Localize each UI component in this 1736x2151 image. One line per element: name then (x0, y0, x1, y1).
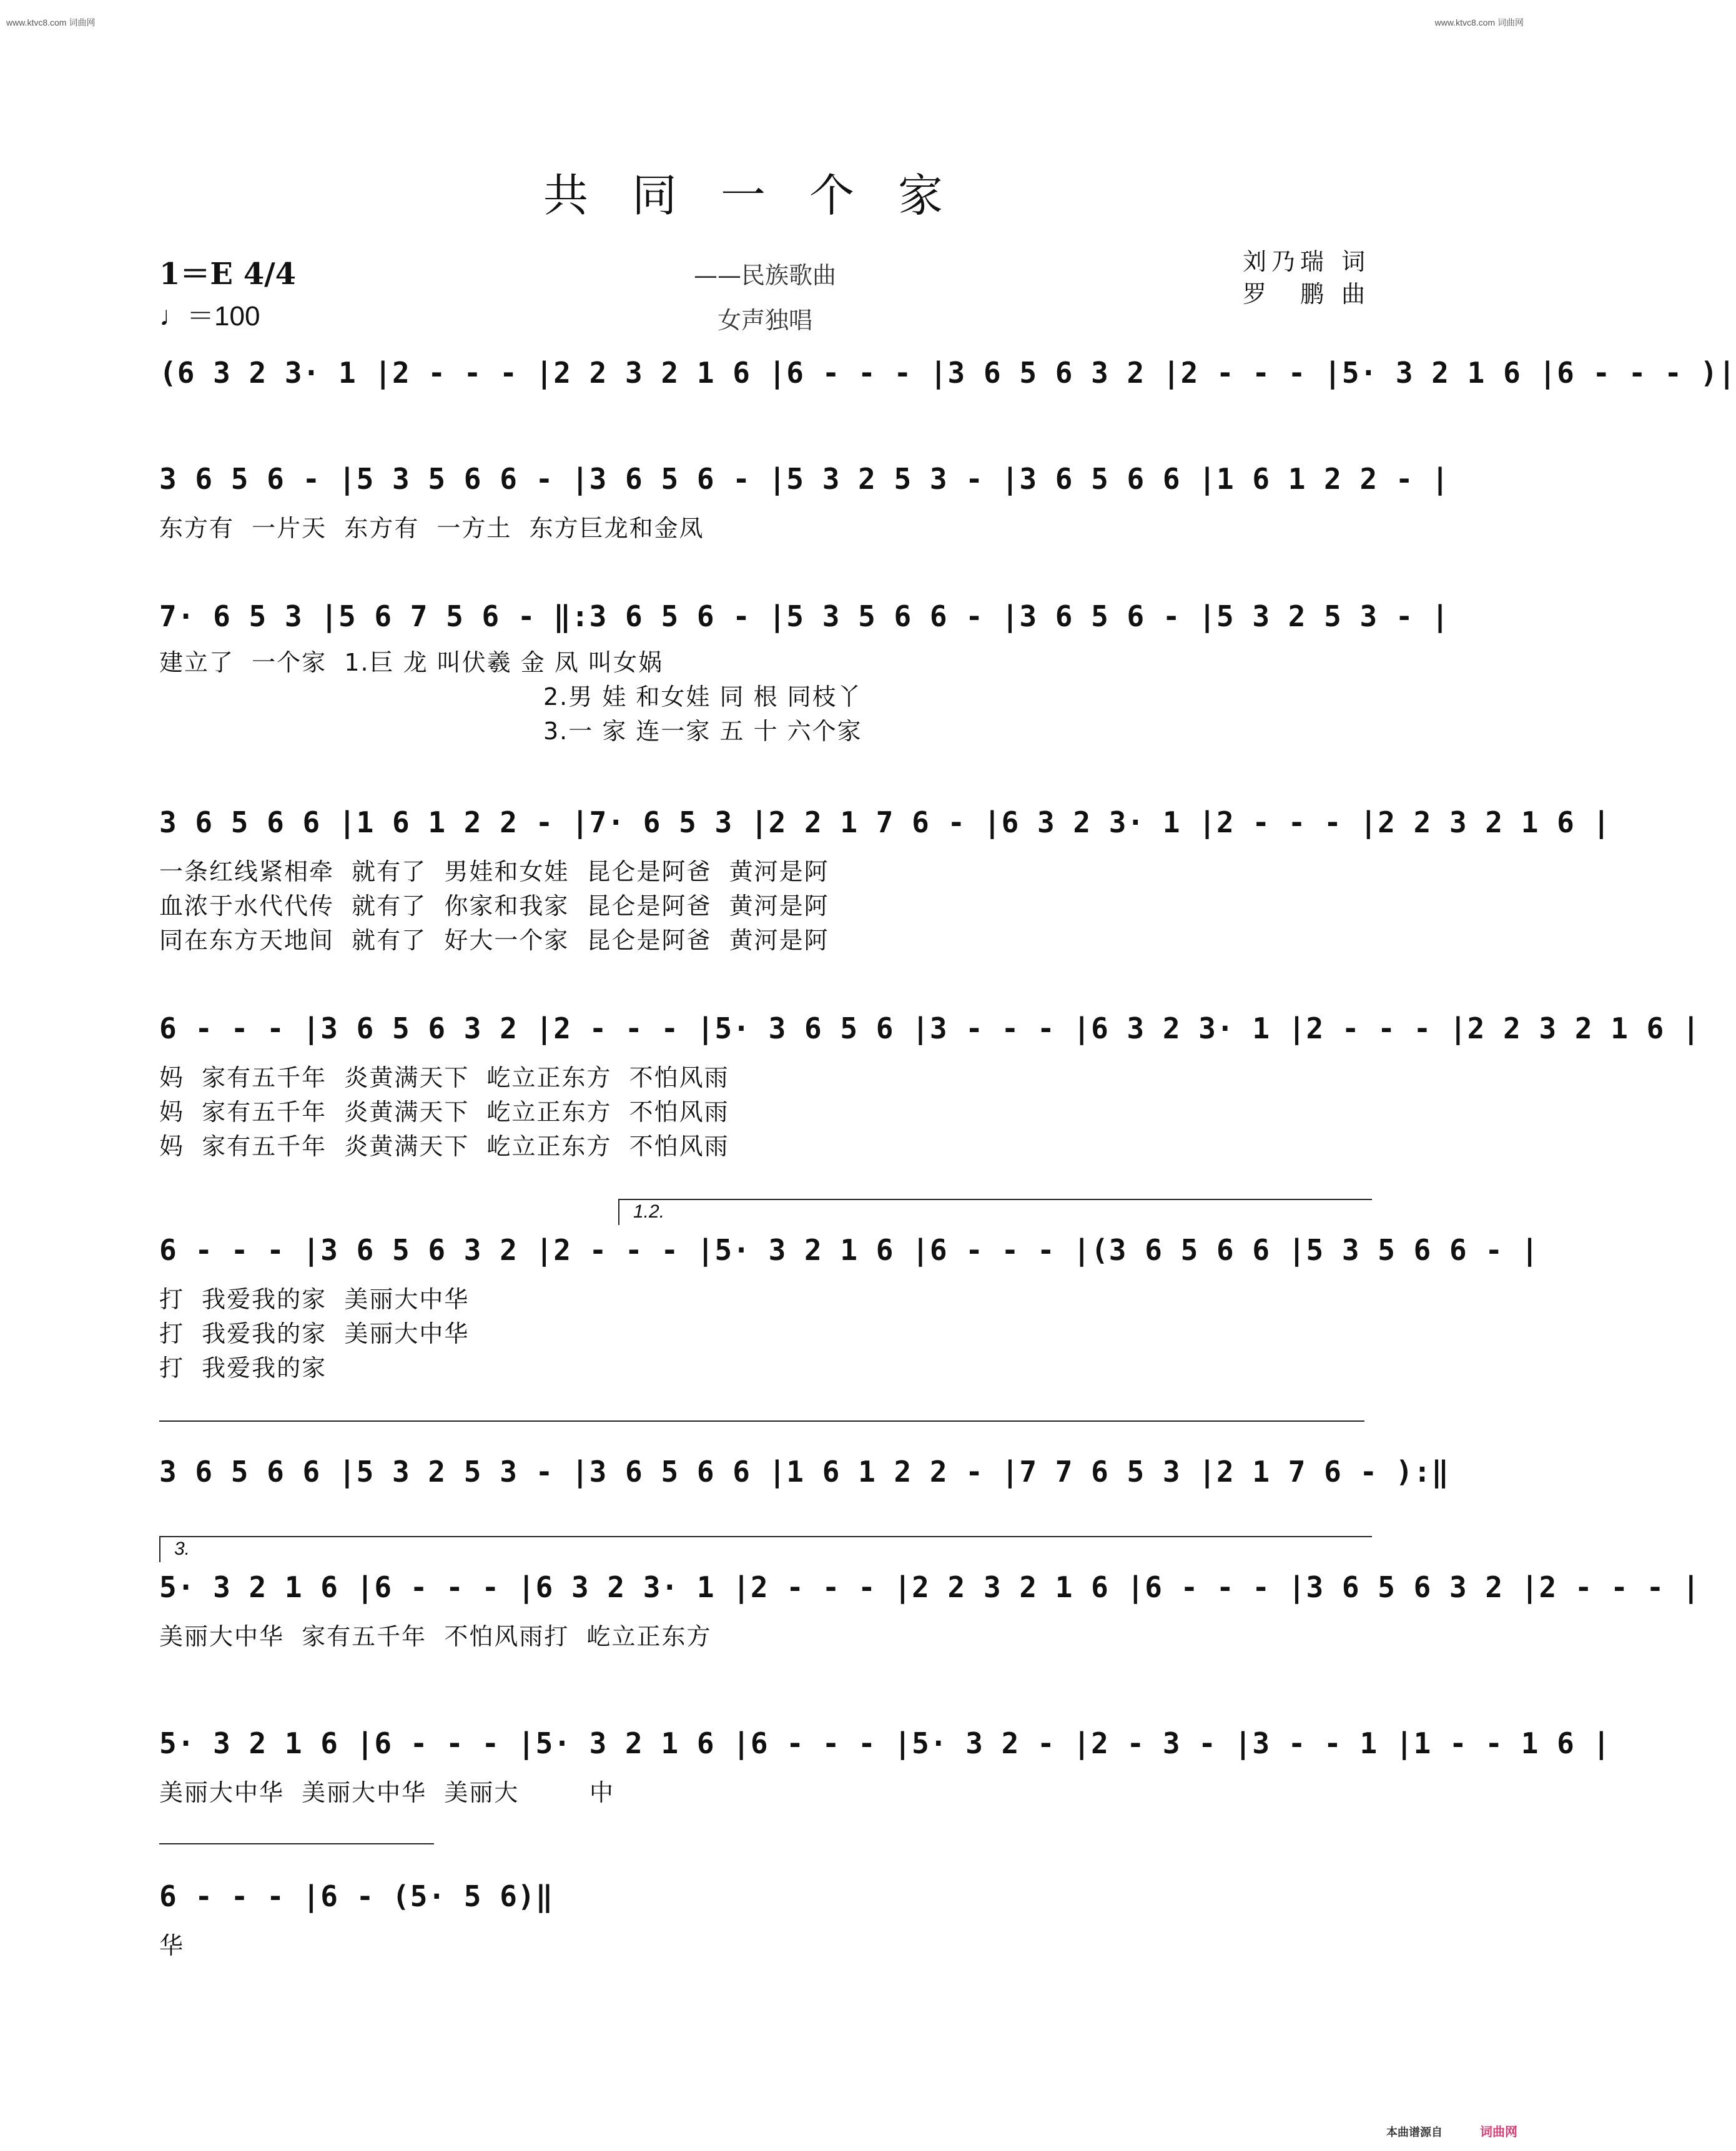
lyric-line-5-2: 妈 家有五千年 炎黄满天下 屹立正东方 不怕风雨 (159, 1098, 729, 1126)
notation-line-6: 6 - - - |3 6 5 6 3 2 |2 - - - |5· 3 2 1 6 |6 - - - |(3 6 5 6 6 |5 3 5 6 6 - | (159, 1233, 1539, 1267)
lyric-line-3-3: 3.一 家 连一家 五 十 六个家 (543, 717, 862, 745)
volta-bracket-3 (159, 1536, 1372, 1562)
volta-continuation-line (159, 1420, 1364, 1422)
lyric-line-3-2: 2.男 娃 和女娃 同 根 同枝丫 (543, 683, 862, 711)
key-signature: 1＝E 4/4 (159, 257, 297, 292)
notation-line-1: (6 3 2 3· 1 |2 - - - |2 2 3 2 1 6 |6 - - - |3 6 5 6 3 2 |2 - - - |5· 3 2 1 6 |6 - - - )| (159, 356, 1736, 390)
lyric-line-5-3: 妈 家有五千年 炎黄满天下 屹立正东方 不怕风雨 (159, 1133, 729, 1160)
notation-line-10: 6 - - - |6 - (5· 5 6)‖ (159, 1879, 554, 1913)
volta-end-line (159, 1843, 434, 1844)
notation-line-9: 5· 3 2 1 6 |6 - - - |5· 3 2 1 6 |6 - - - |5· 3 2 - |2 - 3 - |3 - - 1 |1 - - 1 6 | (159, 1726, 1611, 1760)
notation-line-2: 3 6 5 6 - |5 3 5 6 6 - |3 6 5 6 - |5 3 2 5 3 - |3 6 5 6 6 |1 6 1 2 2 - | (159, 462, 1449, 496)
notation-line-4: 3 6 5 6 6 |1 6 1 2 2 - |7· 6 5 3 |2 2 1 7 6 - |6 3 2 3· 1 |2 - - - |2 2 3 2 1 6 | (159, 805, 1611, 839)
lyric-line-5-1: 妈 家有五千年 炎黄满天下 屹立正东方 不怕风雨 (159, 1064, 729, 1091)
performer: 女声独唱 (717, 307, 812, 334)
lyric-line-6-2: 打 我爱我的家 美丽大中华 (159, 1320, 470, 1347)
lyric-line-8-1: 美丽大中华 家有五千年 不怕风雨打 屹立正东方 (159, 1623, 712, 1650)
tempo-marking: ♩＝100 (159, 301, 260, 332)
subtitle: ——民族歌曲 (693, 262, 836, 289)
lyric-line-10-1: 华 (159, 1932, 185, 1959)
lyric-line-4-2: 血浓于水代代传 就有了 你家和我家 昆仑是阿爸 黄河是阿 (159, 892, 829, 920)
notation-line-3: 7· 6 5 3 |5 6 7 5 6 - ‖:3 6 5 6 - |5 3 5 6 6 - |3 6 5 6 - |5 3 2 5 3 - | (159, 599, 1449, 633)
notation-line-5: 6 - - - |3 6 5 6 3 2 |2 - - - |5· 3 6 5 6 |3 - - - |6 3 2 3· 1 |2 - - - |2 2 3 2 1 6 | (159, 1012, 1700, 1045)
lyric-line-6-3: 打 我爱我的家 (159, 1354, 327, 1382)
lyric-line-4-1: 一条红线紧相牵 就有了 男娃和女娃 昆仑是阿爸 黄河是阿 (159, 858, 829, 885)
site-watermark-left: www.ktvc8.com 词曲网 (6, 17, 96, 27)
footer-source-text: 本曲谱源自 (1386, 2126, 1443, 2139)
lyric-line-4-3: 同在东方天地间 就有了 好大一个家 昆仑是阿爸 黄河是阿 (159, 927, 829, 954)
lyric-line-3-1: 建立了 一个家 1.巨 龙 叫伏羲 金 凤 叫女娲 (159, 649, 663, 676)
lyric-line-9-1: 美丽大中华 美丽大中华 美丽大 中 (159, 1779, 614, 1806)
footer-site-logo: 词曲网 (1480, 2124, 1517, 2139)
composer-credit: 罗 鹏 曲 (1243, 280, 1371, 308)
lyricist-credit: 刘乃瑞 词 (1243, 248, 1371, 275)
volta-label-12: 1.2. (633, 1201, 665, 1222)
volta-bracket-12 (618, 1199, 1372, 1225)
site-watermark-right: www.ktvc8.com 词曲网 (1434, 17, 1524, 27)
notation-line-7: 3 6 5 6 6 |5 3 2 5 3 - |3 6 5 6 6 |1 6 1 2 2 - |7 7 6 5 3 |2 1 7 6 - ):‖ (159, 1455, 1449, 1489)
song-title: 共同一个家 (543, 169, 987, 222)
volta-label-3: 3. (174, 1538, 190, 1559)
notation-line-8: 5· 3 2 1 6 |6 - - - |6 3 2 3· 1 |2 - - - |2 2 3 2 1 6 |6 - - - |3 6 5 6 3 2 |2 - - - | (159, 1570, 1700, 1604)
lyric-line-2-1: 东方有 一片天 东方有 一方土 东方巨龙和金凤 (159, 514, 704, 542)
lyric-line-6-1: 打 我爱我的家 美丽大中华 (159, 1286, 470, 1313)
